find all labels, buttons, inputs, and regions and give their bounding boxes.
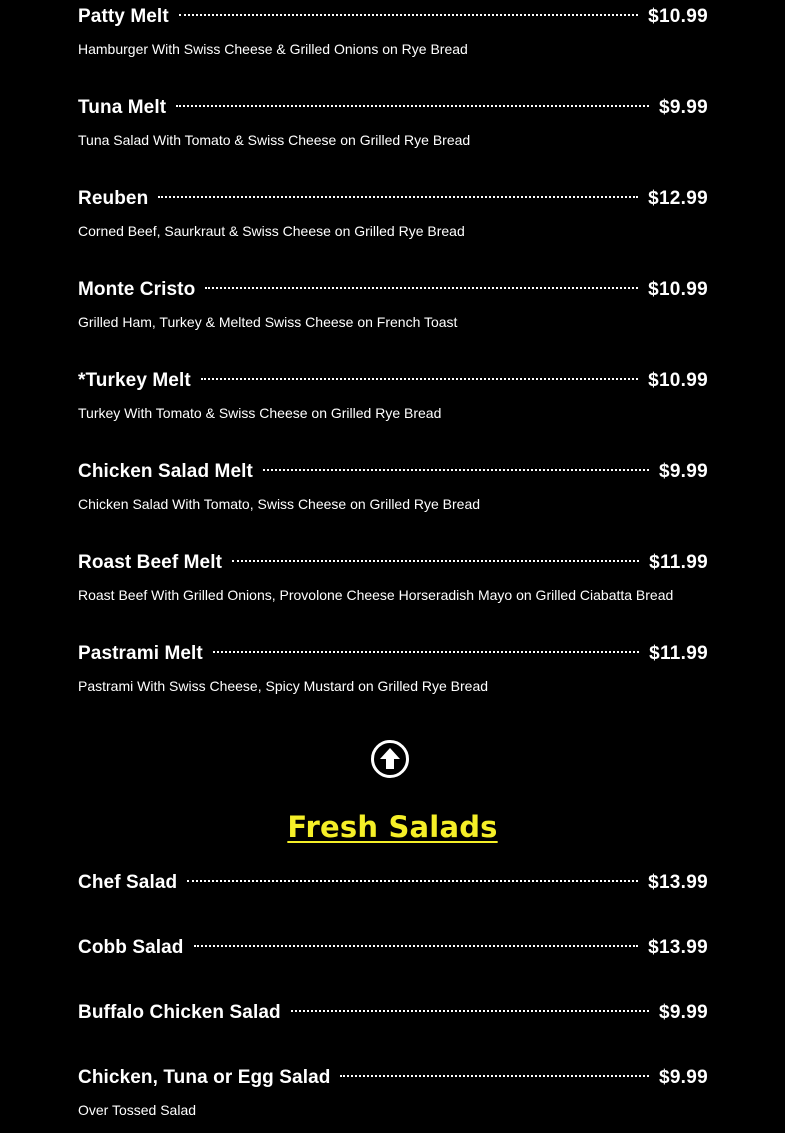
menu-item-buffalo-chicken-salad [78, 999, 708, 1027]
menu-item-chicken-salad-melt [78, 458, 708, 512]
item-description: Turkey With Tomato & Swiss Cheese on Grilled Rye Bread [78, 405, 442, 421]
item-price: $9.99 [658, 97, 708, 118]
item-price: $13.99 [648, 872, 708, 893]
item-price: $11.99 [649, 643, 708, 664]
dotted-leader [187, 880, 638, 882]
item-description: Roast Beef With Grilled Onions, Provolone Cheese Horseradish Mayo on Grilled Ciabatta Bread [78, 587, 674, 603]
back-to-top-button[interactable] [370, 739, 410, 779]
item-description: Tuna Salad With Tomato & Swiss Cheese on Grilled Rye Bread [78, 132, 471, 148]
item-description: Over Tossed Salad [78, 1102, 197, 1118]
item-price: $10.99 [648, 6, 708, 27]
item-price: $12.99 [648, 188, 708, 209]
menu-item-turkey-melt [78, 367, 708, 421]
item-name: Chicken, Tuna or Egg Salad [78, 1067, 331, 1088]
item-price: $10.99 [648, 279, 708, 300]
menu-item-tuna-melt [78, 94, 708, 148]
item-name: Chicken Salad Melt [78, 461, 253, 482]
item-name: Patty Melt [78, 6, 169, 27]
menu-item-chef-salad [78, 869, 708, 897]
item-price: $9.99 [658, 1067, 708, 1088]
dotted-leader [176, 105, 649, 107]
dotted-leader [232, 560, 639, 562]
section-title-text: Fresh Salads [287, 810, 498, 844]
menu-item-cobb-salad [78, 934, 708, 962]
item-name: Roast Beef Melt [78, 552, 223, 573]
item-description: Grilled Ham, Turkey & Melted Swiss Cheese on French Toast [78, 314, 458, 330]
menu-item-monte-cristo [78, 276, 708, 330]
item-name: Monte Cristo [78, 279, 196, 300]
dotted-leader [194, 945, 639, 947]
item-name: *Turkey Melt [78, 370, 191, 391]
dotted-leader [263, 469, 649, 471]
item-price: $13.99 [648, 937, 708, 958]
item-description: Corned Beef, Saurkraut & Swiss Cheese on Grilled Rye Bread [78, 223, 465, 239]
item-description: Hamburger With Swiss Cheese & Grilled Onions on Rye Bread [78, 41, 468, 57]
dotted-leader [340, 1075, 648, 1077]
dotted-leader [205, 287, 638, 289]
item-name: Tuna Melt [78, 97, 167, 118]
dotted-leader [201, 378, 638, 380]
item-name: Pastrami Melt [78, 643, 203, 664]
menu-item-reuben [78, 185, 708, 239]
item-name: Cobb Salad [78, 937, 184, 958]
menu-item-patty-melt [78, 3, 708, 57]
item-price: $9.99 [658, 1002, 708, 1023]
menu-item-chicken-tuna-egg-salad [78, 1064, 708, 1118]
item-description: Pastrami With Swiss Cheese, Spicy Mustard on Grilled Rye Bread [78, 678, 489, 694]
item-description: Chicken Salad With Tomato, Swiss Cheese on Grilled Rye Bread [78, 496, 481, 512]
item-price: $9.99 [658, 461, 708, 482]
arrow-up-circle-icon [370, 739, 410, 779]
dotted-leader [158, 196, 638, 198]
item-name: Chef Salad [78, 872, 178, 893]
dotted-leader [291, 1010, 649, 1012]
item-name: Buffalo Chicken Salad [78, 1002, 281, 1023]
item-price: $11.99 [649, 552, 708, 573]
menu-item-roast-beef-melt [78, 549, 708, 603]
item-name: Reuben [78, 188, 149, 209]
dotted-leader [179, 14, 638, 16]
item-price: $10.99 [648, 370, 708, 391]
dotted-leader [213, 651, 639, 653]
menu-item-pastrami-melt [78, 640, 708, 694]
section-title-fresh-salads [0, 810, 785, 844]
